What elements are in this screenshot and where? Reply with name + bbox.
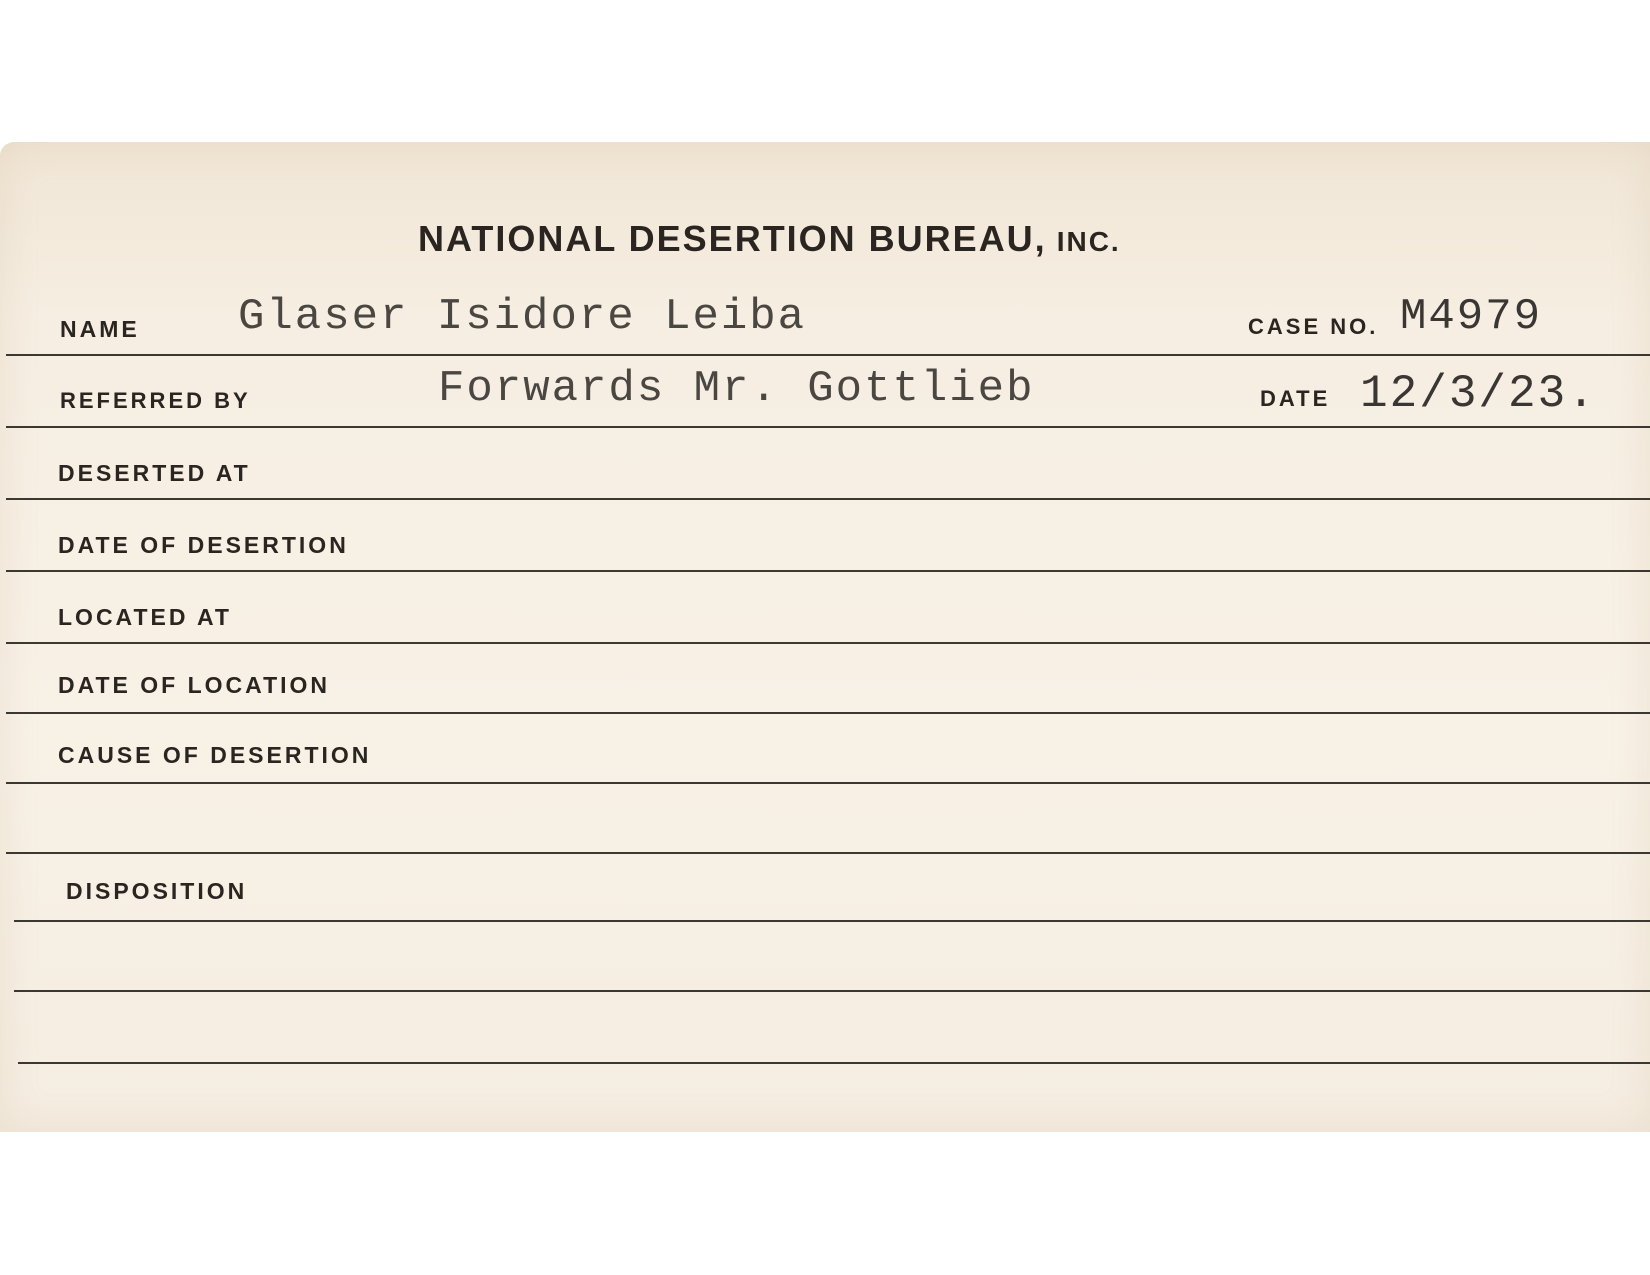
name-value: Glaser Isidore Leiba — [238, 292, 807, 342]
referred-by-line — [6, 426, 1650, 428]
disposition-label: DISPOSITION — [66, 878, 248, 904]
date-value: 12/3/23. — [1360, 368, 1597, 420]
disposition-line-2 — [14, 990, 1650, 992]
located-at-label: LOCATED AT — [58, 604, 232, 630]
referred-by-label: REFERRED BY — [60, 388, 251, 413]
case-no-value: M4979 — [1400, 292, 1543, 342]
cause-of-desertion-label: CAUSE OF DESERTION — [58, 742, 372, 768]
referred-by-value: Forwards Mr. Gottlieb — [438, 364, 1035, 414]
date-of-desertion-line — [6, 570, 1650, 572]
disposition-line-3 — [18, 1062, 1650, 1064]
deserted-at-line — [6, 498, 1650, 500]
case-no-label: CASE NO. — [1248, 314, 1379, 339]
located-at-line — [6, 642, 1650, 644]
name-label: NAME — [60, 316, 140, 342]
cause-of-desertion-line-2 — [6, 852, 1650, 854]
index-card — [0, 142, 1650, 1132]
name-line — [6, 354, 1650, 356]
card-title-suffix: INC. — [1056, 226, 1121, 257]
card-title-main: NATIONAL DESERTION BUREAU, — [418, 218, 1047, 259]
date-label: DATE — [1260, 386, 1331, 411]
date-of-location-line — [6, 712, 1650, 714]
cause-of-desertion-line — [6, 782, 1650, 784]
deserted-at-label: DESERTED AT — [58, 460, 251, 486]
date-of-desertion-label: DATE OF DESERTION — [58, 532, 349, 558]
card-title — [418, 218, 1121, 260]
date-of-location-label: DATE OF LOCATION — [58, 672, 331, 698]
disposition-line — [14, 920, 1650, 922]
